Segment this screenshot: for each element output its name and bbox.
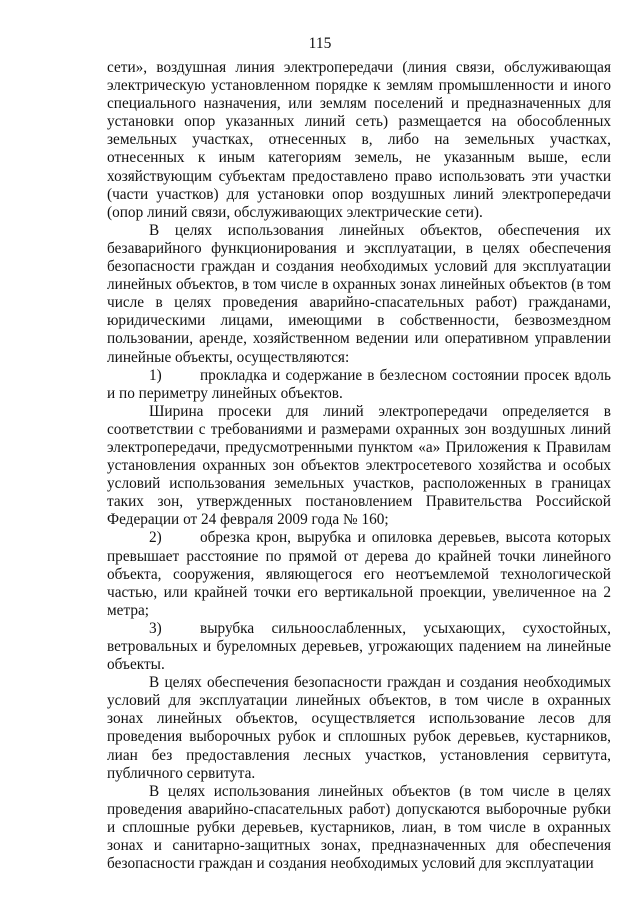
- list-item-2-text: обрезка крон, вырубка и опиловка деревьев, высота которых превышает расстояние по прямой от дерева до крайней точки линейного объекта, сооружения, являющегося его неотъемлемой технологической частью, или крайней точки его вертикальной проекции, увеличенное на 2 метра;: [107, 529, 611, 619]
- list-item-3: [107, 620, 611, 674]
- page-body: [107, 59, 611, 873]
- list-item-3-text: вырубка сильноослабленных, усыхающих, сухостойных, ветровальных и буреломных деревьев, угрожающих падением на линейные объекты.: [107, 619, 611, 674]
- paragraph-cutting-permitted: В целях использования линейных объектов (в том числе в целях проведения аварийно-спасательных работ) допускаются выборочные рубки и сплошные рубки деревьев, кустарников, лиан, в том числе в охранных зонах и санитарно-защитных зонах, предназначенных для обеспечения безопасности граждан и создания необходимых условий для эксплуатации: [107, 782, 611, 873]
- list-item-2-number: 2): [149, 529, 162, 547]
- paragraph-continuation: сети», воздушная линия электропередачи (линия связи, обслуживающая электрическую установленном порядке к землям промышленности и иного специального назначения, или землям поселений и предназначенных для установки опор указанных линий сеть) размещается на обособленных земельных участках, отнесенных в, либо на земельных участках, отнесенных к иным категориям земель, не указанным выше, если хозяйствующим субъектам предоставлено право использовать эти участки (части участков) для установки опор воздушных линий электропередачи (опор линий связи, обслуживающих электрические сети).: [107, 59, 611, 221]
- paragraph-forest-use: В целях обеспечения безопасности граждан и создания необходимых условий для эксплуатации линейных объектов, в том числе в охранных зонах линейных объектов, осуществляется использование лесов для проведения выборочных рубок и сплошных рубок деревьев, кустарников, лиан без предоставления лесных участков, установления сервитута, публичного сервитута.: [107, 674, 611, 782]
- paragraph-purposes: В целях использования линейных объектов, обеспечения их безаварийного функционирования и эксплуатации, в целях обеспечения безопасности граждан и создания необходимых условий для эксплуатации линейных объектов, в том числе в охранных зонах линейных объектов (в том числе в целях проведения аварийно-спасательных работ) гражданами, юридическими лицами, имеющими в собственности, безвозмездном пользовании, аренде, хозяйственном ведении или оперативном управлении линейные объекты, осуществляются:: [107, 221, 611, 366]
- paragraph-clearing-width: Ширина просеки для линий электропередачи определяется в соответствии с требованиями и размерами охранных зон воздушных линий электропередачи, предусмотренными пунктом «а» Приложения к Правилам установления охранных зон объектов электросетевого хозяйства и особых условий использования земельных участков, расположенных в границах таких зон, утвержденных постановлением Правительства Российской Федерации от 24 февраля 2009 года № 160;: [107, 402, 611, 529]
- list-item-2: [107, 529, 611, 619]
- list-item-3-number: 3): [149, 619, 162, 637]
- list-item-1-number: 1): [149, 366, 162, 384]
- page-number: 115: [308, 35, 332, 52]
- list-item-1-text: прокладка и содержание в безлесном состоянии просек вдоль и по периметру линейных объектов.: [107, 366, 611, 402]
- list-item-1: [107, 367, 611, 403]
